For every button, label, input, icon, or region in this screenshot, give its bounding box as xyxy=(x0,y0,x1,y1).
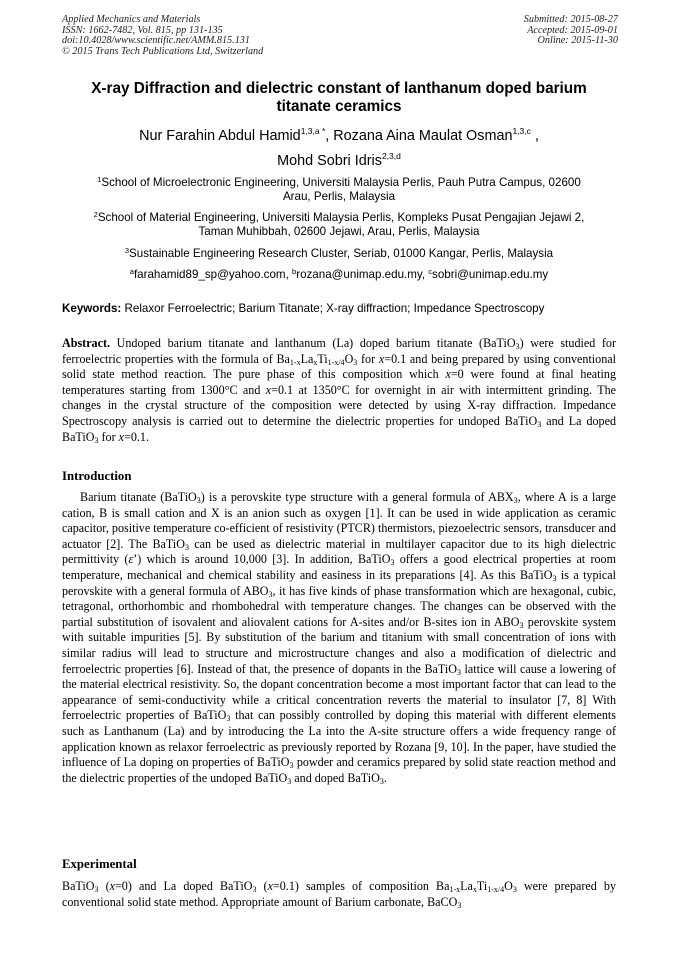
author-separator: , xyxy=(530,128,539,144)
experimental-paragraph: BaTiO$_3$ (x=0) and La doped BaTiO$_3$ (x=0.1) samples of composition $Ba_{1-x}La_xTi_{1-x/4}O_3$ were prepared by conventional solid state method. Appropriate amount of Barium carbonate, BaCO$_3$ xyxy=(62,879,616,910)
author-3: Mohd Sobri Idris xyxy=(277,153,382,169)
journal-header xyxy=(62,15,263,57)
accepted-date: Accepted: 2015-09-01 xyxy=(527,24,618,36)
online-date: Online: 2015-11-30 xyxy=(537,35,618,47)
email-marker: a xyxy=(129,267,134,276)
title-line-1: X-ray Diffraction and dielectric constant of lanthanum doped barium xyxy=(91,80,587,97)
submitted-date: Submitted: 2015-08-27 xyxy=(523,14,618,25)
author-3-affiliation: 2,3,d xyxy=(381,151,401,161)
journal-copyright: © 2015 Trans Tech Publications Ltd, Switzerland xyxy=(62,45,264,57)
introduction-paragraph: Barium titanate (BaTiO$_3$) is a perovskite type structure with a general formula of $ABX_3$, where A is a large cation, B is small cation and X is an anion such as oxygen [1]. It can be used in wide application as ceramic capacitor, positive temperature co-efficient of resistivity (PTCR) thermistors, piezoelectric sensors, transducer and actuator [2]. The BaTiO$_3$ can be used as dielectric material in multilayer capacitor due to its high dielectric permittivity (ε’) which is around 10,000 [3]. In addition, BaTiO$_3$ offers a good electrical properties at room temperature, mechanical and chemical stability and easiness in its preparations [4]. As this BaTiO$_3$ is a typical perovskite with a general formula of $ABO_3$, it has five kinds of phase transformation which are hexagonal, cubic, tetragonal, orthorhombic and rhombohedral with temperature changes. The changes can be observed with the partial substitution of isovalent and aliovalent cations for A-sites and/or B-sites ion in $ABO_3$ perovskite system with suitable impurities [5]. By substitution of the barium and titanium with small concentration of ions with similar radius will lead to structure and microstructure changes and also a modification of dielectric and ferroelectric properties [6]. Instead of that, the presence of dopants in the BaTiO$_3$ lattice will cause a lowering of the material electrical resistivity. So, the dopant concentration become a most important factor that can lead to the appearance of semi-conductivity while a critical concentration reverts the material to insulator [7, 8] With ferroelectric properties of BaTiO$_3$ that can possibly controlled by doping this material with different elements such as Lanthanum (La) and by introducing the La into the A-site structure offers a wide frequency range of application known as relaxor ferroelectric as previously reported by Rozana [9, 10]. In the paper, have studied the influence of La doping on properties of BaTiO$_3$ powder and ceramics prepared by solid state reaction method and the dielectric properties of the undoped BaTiO$_3$ and doped BaTiO$_3$. xyxy=(62,490,617,786)
paper-title xyxy=(50,80,628,116)
section-heading-introduction: Introduction xyxy=(62,469,132,483)
section-heading-experimental: Experimental xyxy=(62,857,137,871)
author-1: Nur Farahin Abdul Hamid xyxy=(139,128,301,144)
dates-header xyxy=(524,15,618,47)
journal-name: Applied Mechanics and Materials xyxy=(62,14,201,25)
keywords-text: Relaxor Ferroelectric; Barium Titanate; X-ray diffraction; Impedance Spectroscopy xyxy=(121,302,545,315)
affiliation-text: Sustainable Engineering Research Cluster, Seriab, 01000 Kangar, Perlis, Malaysia xyxy=(129,247,554,260)
author-2-affiliation: 1,3,c xyxy=(512,126,531,136)
affiliation-1 xyxy=(60,176,618,204)
title-line-2: titanate ceramics xyxy=(276,98,402,115)
affiliation-3 xyxy=(60,247,618,261)
email-marker: b xyxy=(292,267,297,276)
email-c[interactable]: sobri@unimap.edu.my xyxy=(432,268,549,281)
keywords xyxy=(62,302,622,316)
affiliation-number: 2 xyxy=(93,210,98,219)
abstract: Abstract. Undoped barium titanate and lanthanum (La) doped barium titanate (BaTiO$_3$) were studied for ferroelectric properties with the formula of $Ba_{1-x}La_xTi_{1-x/4}O_3$ for x=0.1 and being prepared by using conventional solid state method reaction. The pure phase of this composition which x=0 were found at final heating temperatures starting from 1300°C and x=0.1 at 1350°C for overnight in air with intermittent grinding. The changes in the crystal structure of the composition were detected by using X-ray diffraction. Impedance Spectroscopy analysis is carried out to determine the dielectric properties for undoped BaTiO$_3$ and La doped BaTiO$_3$ for x=0.1. xyxy=(62,336,617,445)
affiliation-2 xyxy=(60,211,618,239)
keywords-label: Keywords: xyxy=(62,302,122,315)
affiliation-text: School of Material Engineering, Universiti Malaysia Perlis, Kompleks Pusat Pengajian Jejawi 2, xyxy=(97,211,585,224)
email-marker: c xyxy=(428,267,433,276)
affiliation-number: 1 xyxy=(97,175,102,184)
author-separator: , xyxy=(325,128,334,144)
email-a[interactable]: farahamid89_sp@yahoo.com, xyxy=(133,268,293,281)
journal-doi: doi:10.4028/www.scientific.net/AMM.815.131 xyxy=(62,35,250,47)
affiliation-text: School of Microelectronic Engineering, Universiti Malaysia Perlis, Pauh Putra Campus, 02600 xyxy=(101,176,581,189)
author-list xyxy=(40,124,638,174)
affiliation-text: Taman Muhibbah, 02600 Jejawi, Arau, Perlis, Malaysia xyxy=(198,225,480,239)
author-emails xyxy=(60,268,618,282)
journal-issn: ISSN: 1662-7482, Vol. 815, pp 131-135 xyxy=(62,24,223,36)
author-1-affiliation: 1,3,a * xyxy=(300,126,326,136)
abstract-label: Abstract. xyxy=(62,336,111,350)
author-2: Rozana Aina Maulat Osman xyxy=(333,128,513,144)
affiliation-number: 3 xyxy=(124,246,130,255)
affiliation-text: Arau, Perlis, Malaysia xyxy=(282,190,396,204)
email-b[interactable]: rozana@unimap.edu.my, xyxy=(296,268,429,281)
